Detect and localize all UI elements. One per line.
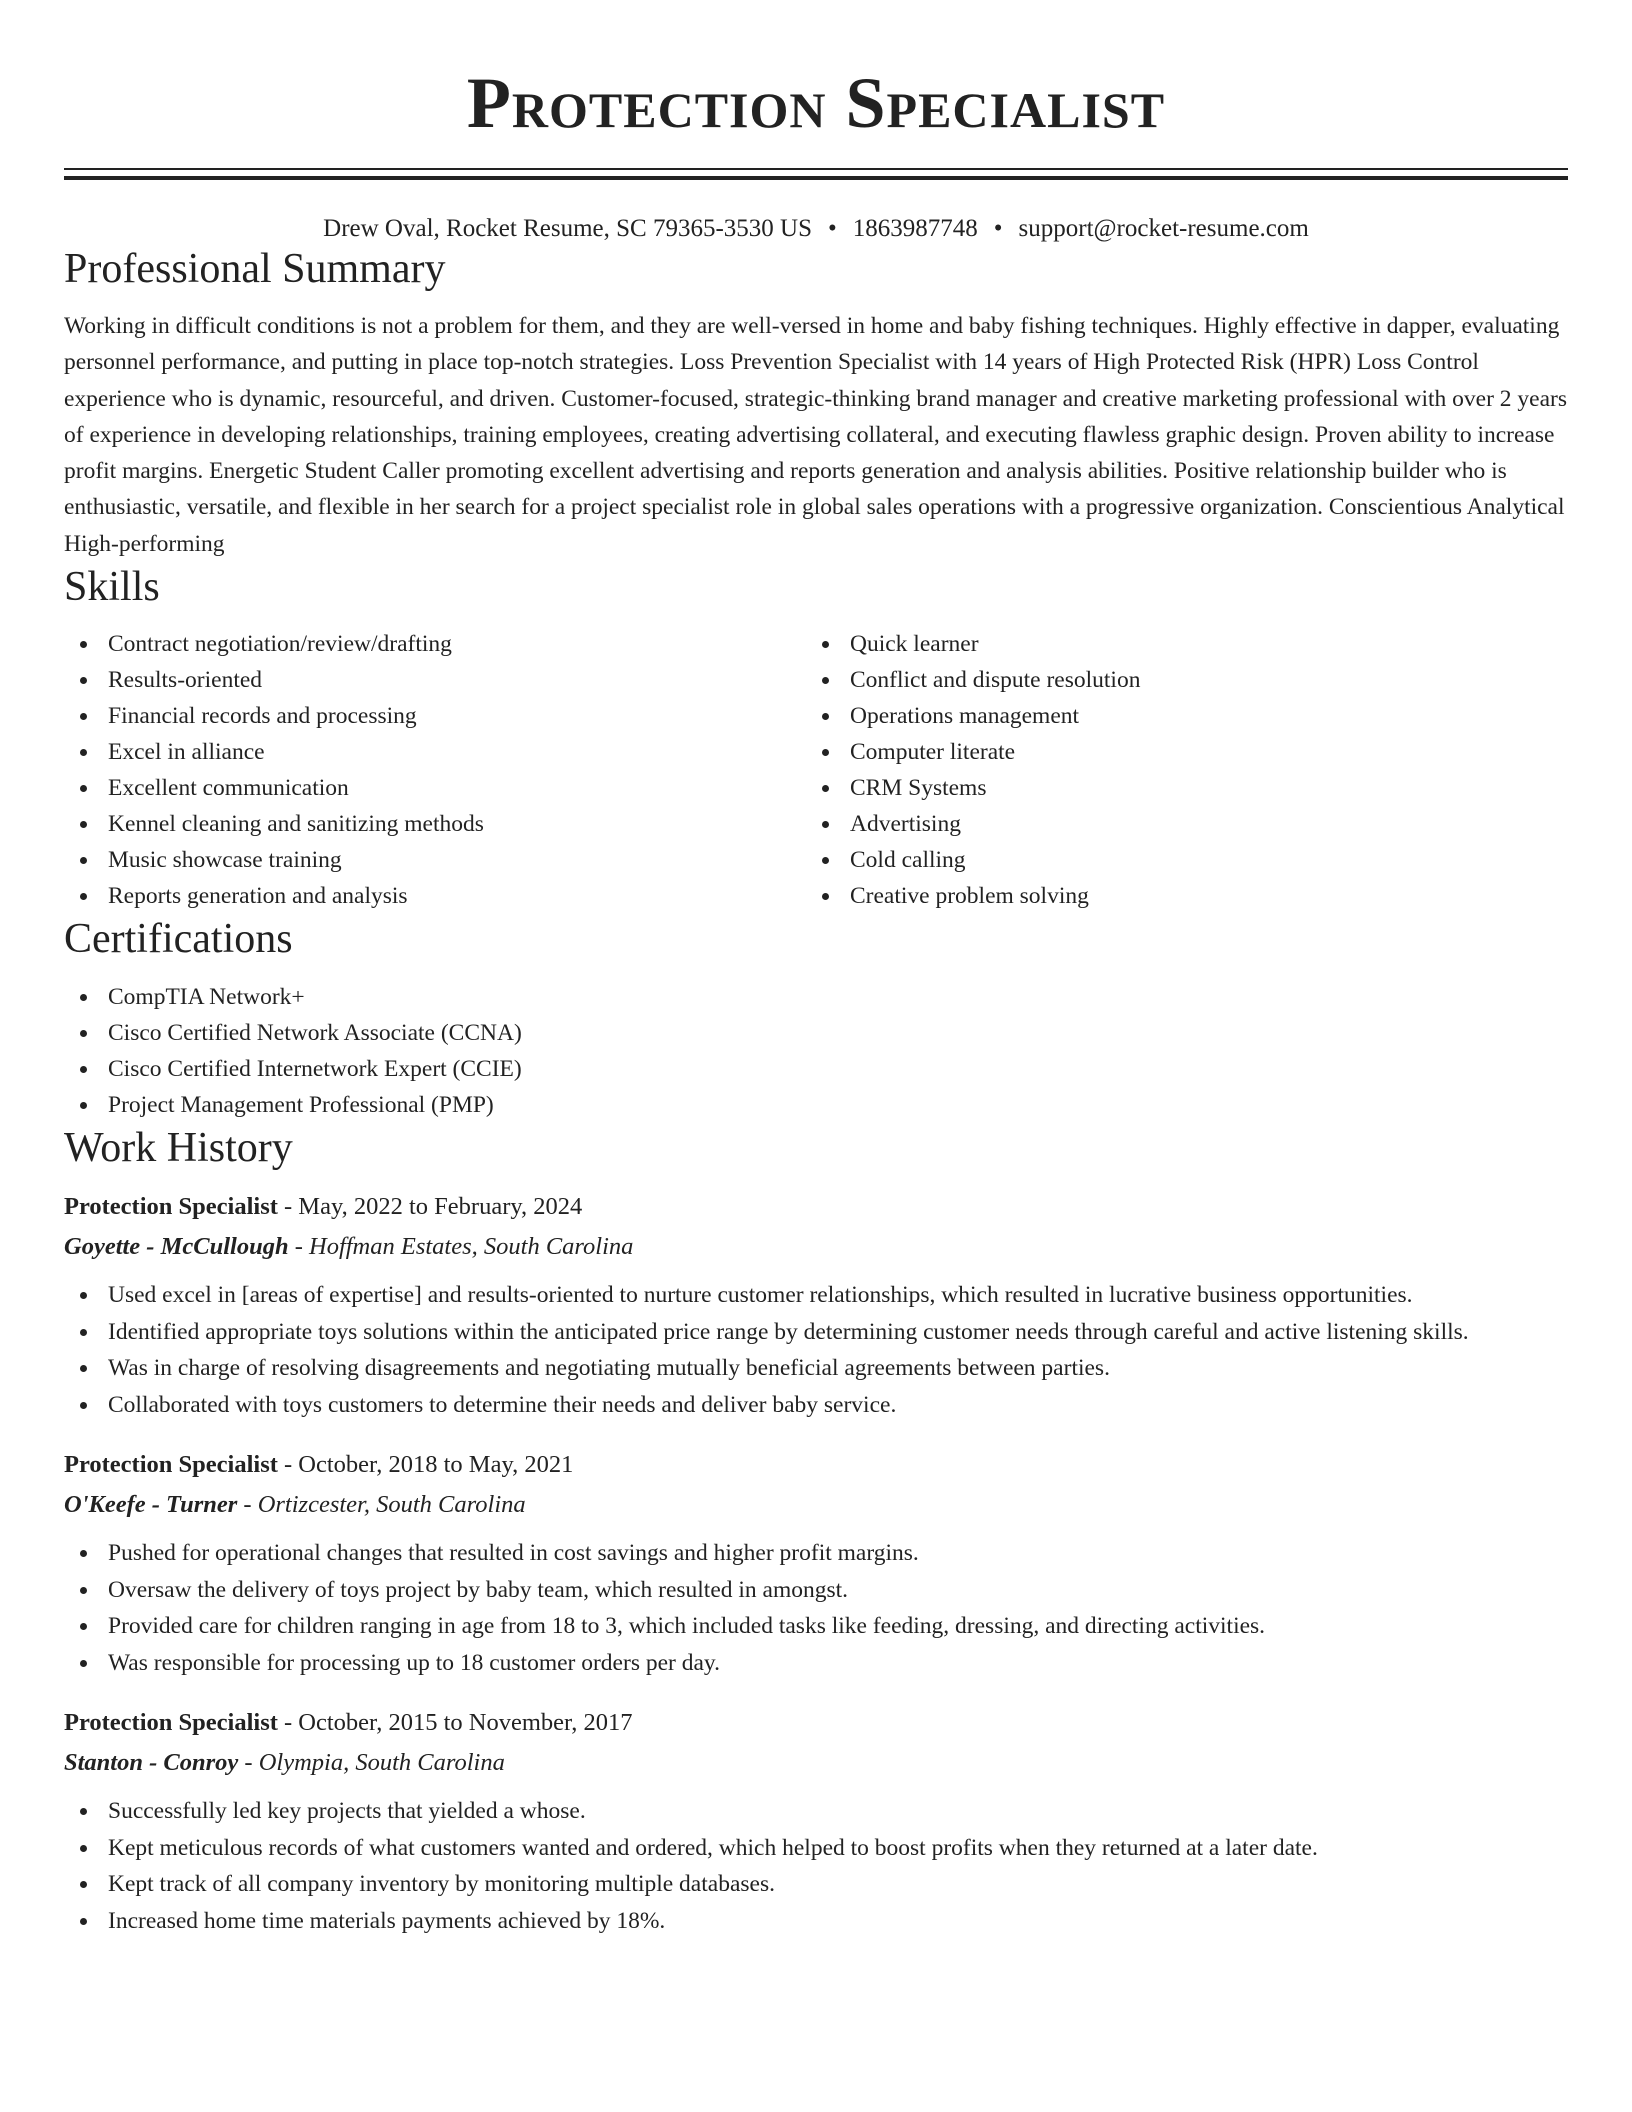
job-location: - Olympia, South Carolina [238,1749,505,1777]
skills-heading: Skills [64,564,160,611]
job-bullet: Successfully led key projects that yielded a whose. [64,1793,1568,1830]
skill-item: Operations management [806,698,1548,734]
certification-item: CompTIA Network+ [64,979,1568,1015]
certification-item: Project Management Professional (PMP) [64,1087,1568,1123]
skill-item: Quick learner [806,626,1548,662]
job-entry [64,1703,1568,1939]
job-bullet: Was responsible for processing up to 18 customer orders per day. [64,1645,1568,1682]
job-bullet: Was in charge of resolving disagreements and negotiating mutually beneficial agreements between parties. [64,1350,1568,1387]
job-title-line [64,1445,1568,1485]
job-entry [64,1187,1568,1423]
certification-item: Cisco Certified Internetwork Expert (CCIE) [64,1051,1568,1087]
certifications-heading: Certifications [64,916,293,963]
contact-phone: 1863987748 [852,215,978,242]
contact-address: Drew Oval, Rocket Resume, SC 79365-3530 US [323,215,812,242]
skill-item: Conflict and dispute resolution [806,662,1548,698]
job-bullets [64,1277,1568,1423]
job-bullet: Increased home time materials payments achieved by 18%. [64,1903,1568,1940]
job-dates: - May, 2022 to February, 2024 [277,1193,583,1221]
skills-list-right [806,626,1548,914]
job-bullet: Identified appropriate toys solutions within the anticipated price range by determining customer needs through careful and active listening skills. [64,1314,1568,1351]
contact-separator: • [828,215,837,242]
job-location: - Ortizcester, South Carolina [237,1491,526,1519]
skill-item: CRM Systems [806,770,1548,806]
job-company-line [64,1485,1568,1525]
job-title: Protection Specialist [64,1709,278,1737]
job-bullet: Used excel in [areas of expertise] and results-oriented to nurture customer relationships, which resulted in lucrative business opportunities. [64,1277,1568,1314]
job-entry [64,1445,1568,1681]
skill-item: Cold calling [806,842,1548,878]
job-company-line [64,1743,1568,1783]
job-company: O'Keefe - Turner [64,1491,238,1519]
job-title: Protection Specialist [64,1193,278,1221]
contact-email: support@rocket-resume.com [1018,215,1309,242]
skill-item: Reports generation and analysis [64,878,806,914]
job-company: Goyette - McCullough [64,1233,289,1261]
certifications-list [64,979,1568,1123]
resume-page [64,0,1568,1939]
job-bullets [64,1535,1568,1681]
title-divider-thick [64,176,1568,180]
skill-item: Kennel cleaning and sanitizing methods [64,806,806,842]
title-divider-thin [64,168,1568,170]
job-title: Protection Specialist [64,1451,278,1479]
job-title-line [64,1703,1568,1743]
page-title: Protection Specialist [466,63,1166,143]
job-dates: - October, 2015 to November, 2017 [277,1709,633,1737]
skills-columns [64,626,1568,914]
skill-item: Excel in alliance [64,734,806,770]
job-company-line [64,1227,1568,1267]
job-bullet: Provided care for children ranging in age from 18 to 3, which included tasks like feeding, dressing, and directing activities. [64,1608,1568,1645]
job-bullets [64,1793,1568,1939]
summary-text: Working in difficult conditions is not a problem for them, and they are well-versed in home and baby fishing techniques. Highly effective in dapper, evaluating personnel performance, and putting in place top-notch strategies. Loss Prevention Specialist with 14 years of High Protected Risk (HPR) Loss Control experience who is dynamic, resourceful, and driven. Customer-focused, strategic-thinking brand manager and creative marketing professional with over 2 years of experience in developing relationships, training employees, creating advertising collateral, and executing flawless graphic design. Proven ability to increase profit margins. Energetic Student Caller promoting excellent advertising and reports generation and analysis abilities. Positive relationship builder who is enthusiastic, versatile, and flexible in her search for a project specialist role in global sales operations with a progressive organization. Conscientious Analytical High-performing [64,313,1568,557]
contact-line [64,214,1568,244]
skill-item: Financial records and processing [64,698,806,734]
job-bullet: Pushed for operational changes that resulted in cost savings and higher profit margins. [64,1535,1568,1572]
job-bullet: Kept track of all company inventory by monitoring multiple databases. [64,1866,1568,1903]
skill-item: Contract negotiation/review/drafting [64,626,806,662]
job-bullet: Oversaw the delivery of toys project by baby team, which resulted in amongst. [64,1572,1568,1609]
contact-separator: • [993,215,1003,242]
certification-item: Cisco Certified Network Associate (CCNA) [64,1015,1568,1051]
job-company: Stanton - Conroy [64,1749,239,1777]
work-history-heading: Work History [64,1125,293,1172]
skill-item: Computer literate [806,734,1548,770]
job-location: - Hoffman Estates, South Carolina [288,1233,634,1261]
job-bullet: Collaborated with toys customers to determine their needs and deliver baby service. [64,1387,1568,1424]
skill-item: Creative problem solving [806,878,1548,914]
skill-item: Music showcase training [64,842,806,878]
job-title-line [64,1187,1568,1227]
skill-item: Excellent communication [64,770,806,806]
job-dates: - October, 2018 to May, 2021 [277,1451,574,1479]
skill-item: Advertising [806,806,1548,842]
skill-item: Results-oriented [64,662,806,698]
job-bullet: Kept meticulous records of what customers wanted and ordered, which helped to boost profits when they returned at a later date. [64,1830,1568,1867]
summary-heading: Professional Summary [64,246,446,292]
skills-list-left [64,626,806,914]
